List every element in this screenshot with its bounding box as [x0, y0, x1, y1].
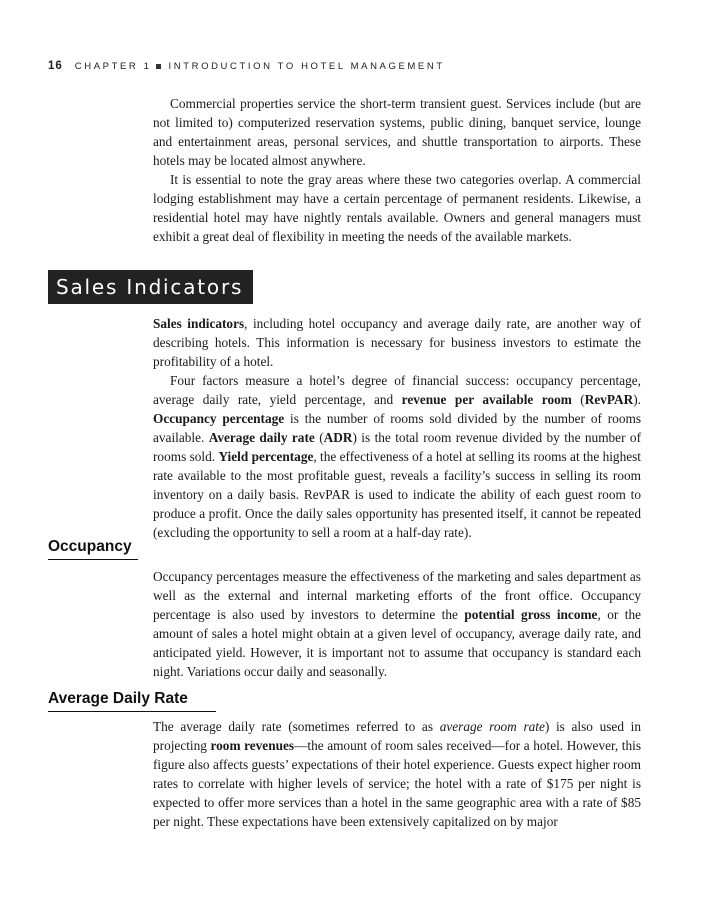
average-daily-rate-text: [153, 717, 641, 831]
intro-paragraph-1: Commercial properties service the short-term transient guest. Services include (but are not limited to) computerized reservation systems, public dining, banquet service, lounge and entertainment areas, personal services, and shuttle transportation to airports. These hotels may be located almost anywhere.: [153, 96, 641, 168]
page-number: 16: [48, 60, 63, 72]
occupancy-text: [153, 567, 641, 681]
key-term: ADR: [323, 430, 353, 445]
subheading-occupancy: Occupancy: [48, 538, 132, 556]
separator-square-icon: [156, 64, 161, 69]
subheading-average-daily-rate: Average Daily Rate: [48, 690, 188, 708]
section-heading-sales-indicators: Sales Indicators: [48, 270, 253, 304]
heading-underline: [48, 559, 138, 561]
intro-text: [153, 94, 641, 246]
key-term: room revenues: [210, 738, 295, 753]
occupancy-paragraph: Occupancy percentages measure the effectiveness of the marketing and sales department as well as the external and internal marketing efforts of the front office. Occupancy percentage is also used by investors to determine the potential gross income, or the amount of sales a hotel might obtain at a given level of occupancy, average daily rate, and anticipated yield. However, it is important not to assume that occupancy is standard each night. Variations occur daily and seasonally.: [153, 569, 642, 679]
chapter-title: INTRODUCTION TO HOTEL MANAGEMENT: [168, 61, 445, 72]
sales-paragraph-1: Sales indicators, including hotel occupancy and average daily rate, are another way of describing hotels. This information is necessary for business investors to estimate the profitability of a hotel.: [153, 316, 641, 369]
key-term: RevPAR: [584, 392, 634, 407]
key-term: Occupancy percentage: [153, 411, 285, 426]
adr-paragraph: The average daily rate (sometimes referred to as average room rate) is also used in projecting room revenues—the amount of room sales received—for a hotel. However, this figure also affects guests’ expectations of their hotel experience. Guests expect higher room rates to correlate with higher levels of service; the hotel with a rate of $175 per night is expected to offer more services than a hotel in the same geographic area with a rate of $85 per night. These expectations have been extensively capitalized on by major: [153, 719, 642, 829]
key-term: Average daily rate: [208, 430, 315, 445]
running-head: [48, 60, 445, 72]
sales-paragraph-2: Four factors measure a hotel’s degree of financial success: occupancy percentage, average daily rate, yield percentage, and revenue per available room (RevPAR). Occupancy percentage is the number of rooms sold divided by the number of rooms available. Average daily rate (ADR) is the total room revenue divided by the number of rooms sold. Yield percentage, the effectiveness of a hotel at selling its rooms at the highest rate available to the most profitable guest, reveals a facility’s success in selling its room inventory on a daily basis. RevPAR is used to indicate the ability of each guest room to produce a profit. Once the daily sales opportunity has presented itself, it cannot be repeated (excluding the opportunity to sell a room at a half-day rate).: [153, 373, 642, 540]
key-term: Sales indicators: [153, 316, 245, 331]
chapter-label: CHAPTER 1: [74, 61, 152, 72]
italic-term: average room rate: [439, 719, 545, 734]
intro-paragraph-2: It is essential to note the gray areas where these two categories overlap. A commercial lodging establishment may have a certain percentage of permanent residents. Likewise, a residential hotel may have nightly rentals available. Owners and general managers must exhibit a great deal of flexibility in meeting the needs of the available markets.: [153, 172, 641, 244]
key-term: revenue per available room: [401, 392, 572, 407]
sales-indicators-text: [153, 314, 641, 542]
key-term: potential gross income: [464, 607, 598, 622]
key-term: Yield percentage: [218, 449, 314, 464]
heading-underline: [48, 711, 216, 713]
